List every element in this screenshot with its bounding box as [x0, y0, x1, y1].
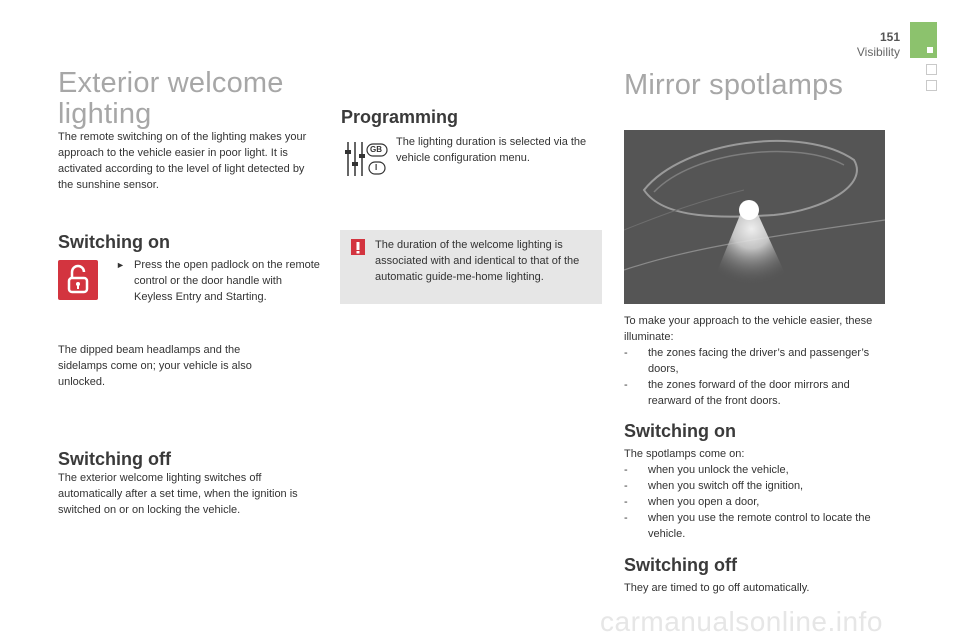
mirror-intro: [624, 313, 886, 409]
heading-switching-off: Switching off: [58, 449, 171, 469]
chapter-tab-box: [926, 80, 937, 91]
settings-sliders-icon: [343, 140, 391, 178]
chapter-tab-active: [910, 22, 937, 58]
heading-switching-on-mirror: Switching on: [624, 421, 736, 441]
list-item-text: the zones facing the driver’s and passenger’s doors,: [648, 347, 870, 375]
list-item-text: when you open a door,: [648, 496, 760, 508]
intro-text: The remote switching on of the lighting makes your approach to the vehicle easier in poor light. It is activated according to the level of light detected by the sunshine sensor.: [58, 131, 307, 191]
mirror-switching-on: [624, 446, 886, 542]
list-item-text: the zones forward of the door mirrors and rearward of the front doors.: [648, 379, 850, 407]
list-item-text: when you use the remote control to locate the vehicle.: [648, 512, 871, 540]
padlock-icon: [58, 260, 98, 300]
list-item: - the zones forward of the door mirrors and rearward of the front doors.: [624, 377, 886, 409]
chapter-tab-box: [926, 64, 937, 75]
list-item: - when you use the remote control to locate the vehicle.: [624, 510, 886, 542]
heading-programming: Programming: [341, 107, 459, 127]
list-item: - the zones facing the driver’s and passenger’s doors,: [624, 345, 886, 377]
title-exterior-welcome-lighting: Exterior welcome lighting: [58, 67, 284, 130]
page-number: 151: [879, 30, 900, 44]
switching-on-result: The dipped beam headlamps and the sidelamps come on; your vehicle is also unlocked.: [58, 344, 252, 388]
list-item: - when you unlock the vehicle,: [624, 464, 789, 476]
switching-on-bullet-text: Press the open padlock on the remote control or the door handle with Keyless Entry and Starting.: [134, 259, 320, 303]
list-item: - when you switch off the ignition,: [624, 480, 804, 492]
mirror-intro-text: To make your approach to the vehicle easier, these illuminate:: [624, 315, 873, 343]
switching-on-bullet: [116, 257, 321, 305]
mirror-switching-on-text: The spotlamps come on:: [624, 448, 745, 460]
pointer-arrow-icon: ►: [116, 260, 125, 270]
mirror-switching-off-text: They are timed to go off automatically.: [624, 582, 810, 594]
heading-switching-on: Switching on: [58, 232, 170, 252]
note-text: The duration of the welcome lighting is associated with and identical to that of the automatic guide-me-home lighting.: [375, 239, 580, 283]
list-item: - when you open a door,: [624, 496, 760, 508]
gb-label: GB: [370, 145, 382, 154]
section-name: Visibility: [856, 45, 900, 59]
mirror-spotlamp-illustration: [624, 130, 885, 304]
switching-off-text: The exterior welcome lighting switches off automatically after a set time, when the ignition is switched on or on locking the vehicle.: [58, 472, 298, 516]
programming-text: The lighting duration is selected via the vehicle configuration menu.: [396, 136, 587, 164]
heading-switching-off-mirror: Switching off: [624, 555, 737, 575]
title-mirror-spotlamps: Mirror spotlamps: [624, 69, 844, 101]
list-item-text: when you switch off the ignition,: [648, 480, 804, 492]
watermark: carmanualsonline.info: [600, 606, 883, 637]
i-label: I: [375, 163, 378, 172]
warning-icon: [348, 237, 368, 257]
list-item-text: when you unlock the vehicle,: [648, 464, 789, 476]
